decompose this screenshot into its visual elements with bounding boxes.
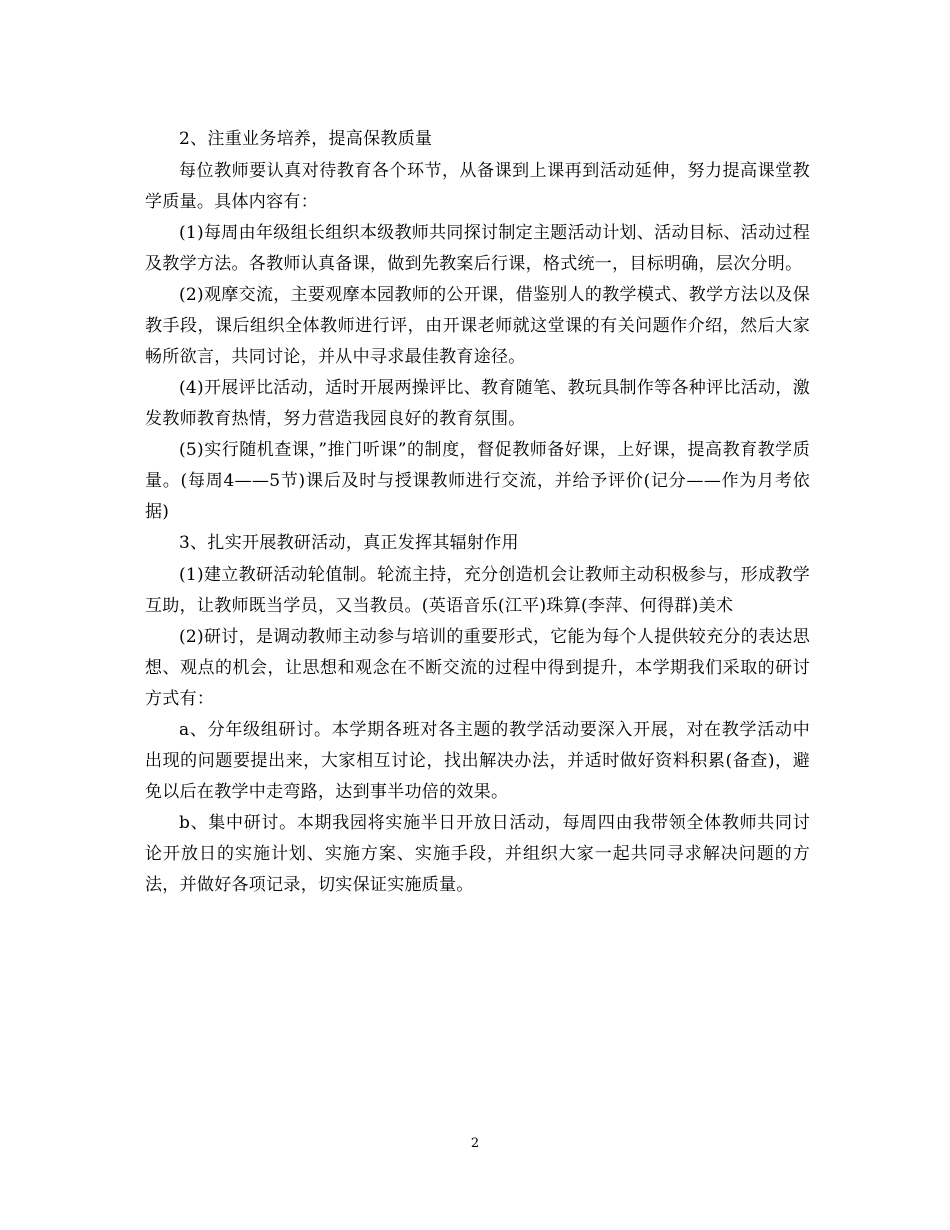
- section-heading-3: 3、扎实开展教研活动，真正发挥其辐射作用: [179, 533, 519, 553]
- paragraph-item-2: (2)观摩交流，主要观摩本园教师的公开课，借鉴别人的教学模式、教学方法以及保教手段，课后组织全体教师进行评，由开课老师就这堂课的有关问题作介绍，然后大家畅所欲言，共同讨论，并从中寻求最佳教育途径。: [145, 285, 810, 367]
- page-number: 2: [470, 1136, 480, 1151]
- paragraph-research-1: (1)建立教研活动轮值制。轮流主持，充分创造机会让教师主动积极参与，形成教学互助，让教师既当学员，又当教员。(英语音乐(江平)珠算(李萍、何得群)美术: [145, 565, 810, 616]
- paragraph-research-2: (2)研讨，是调动教师主动参与培训的重要形式，它能为每个人提供较充分的表达思想、观点的机会，让思想和观念在不断交流的过程中得到提升，本学期我们采取的研讨方式有：: [145, 627, 810, 709]
- paragraph-research-b: b、集中研讨。本期我园将实施半日开放日活动，每周四由我带领全体教师共同讨论开放日的实施计划、实施方案、实施手段，并组织大家一起共同寻求解决问题的方法，并做好各项记录，切实保证实施质量。: [145, 813, 810, 895]
- page-content: [145, 124, 810, 901]
- paragraph-item-1: (1)每周由年级组长组织本级教师共同探讨制定主题活动计划、活动目标、活动过程及教学方法。各教师认真备课，做到先教案后行课，格式统一，目标明确，层次分明。: [145, 223, 810, 274]
- paragraph-item-5: (5)实行随机查课，”推门听课”的制度，督促教师备好课，上好课，提高教育教学质量。(每周4——5节)课后及时与授课教师进行交流，并给予评价(记分——作为月考依据): [145, 440, 810, 522]
- section-heading-2: 2、注重业务培养，提高保教质量: [179, 129, 433, 149]
- paragraph-research-a: a、分年级组研讨。本学期各班对各主题的教学活动要深入开展，对在教学活动中出现的问题要提出来，大家相互讨论，找出解决办法，并适时做好资料积累(备查)，避免以后在教学中走弯路，达到事半功倍的效果。: [145, 720, 810, 802]
- paragraph-item-4: (4)开展评比活动，适时开展两操评比、教育随笔、教玩具制作等各种评比活动，激发教师教育热情，努力营造我园良好的教育氛围。: [145, 378, 810, 429]
- paragraph-intro: 每位教师要认真对待教育各个环节，从备课到上课再到活动延伸，努力提高课堂教学质量。具体内容有：: [145, 161, 810, 212]
